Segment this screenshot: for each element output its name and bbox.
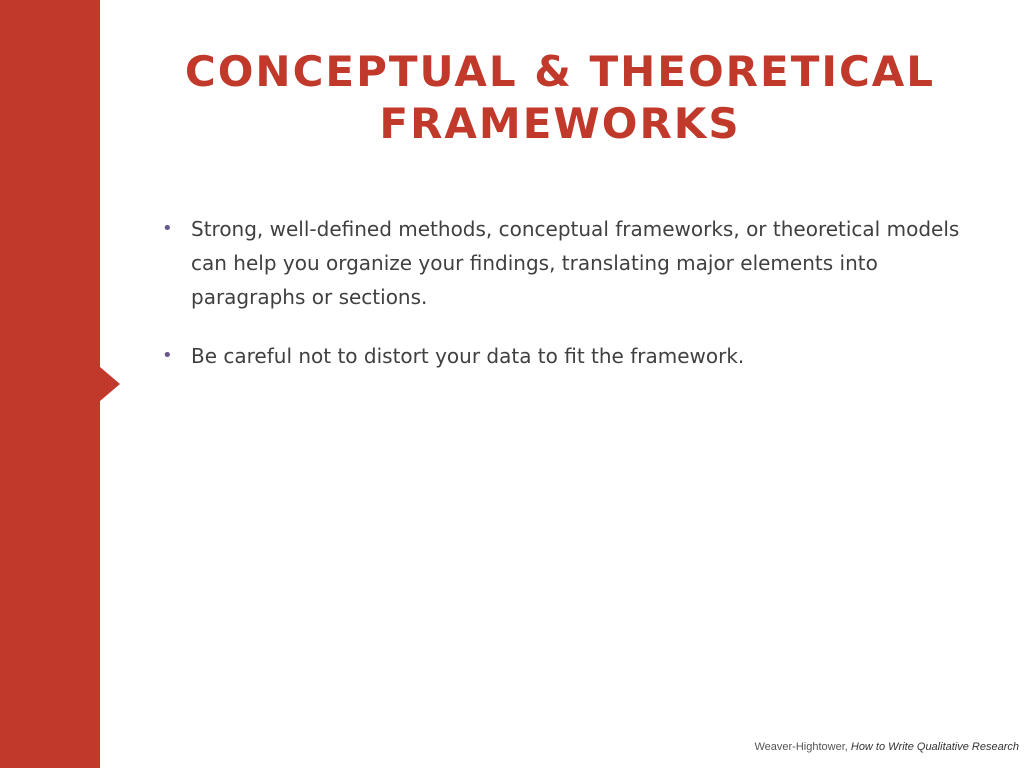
bullet-text: Strong, well-defined methods, conceptual frameworks, or theoretical models can help you organize your findings, translating major elements into paragraphs or sections. [191, 217, 960, 309]
bullet-item [160, 212, 960, 314]
bullet-item [160, 339, 960, 373]
slide-title: CONCEPTUAL & THEORETICAL FRAMEWORKS [184, 47, 936, 148]
bullet-list [160, 212, 960, 398]
bullet-dot-icon: • [162, 345, 173, 366]
footer-book-title: How to Write Qualitative Research [850, 741, 1019, 753]
footer-citation [754, 741, 1019, 753]
bullet-dot-icon: • [162, 218, 173, 239]
side-bar-notch [100, 367, 120, 401]
bullet-text: Be careful not to distort your data to fit the framework. [191, 344, 745, 368]
side-accent-bar [0, 0, 100, 768]
footer-author: Weaver-Hightower, [754, 741, 848, 753]
